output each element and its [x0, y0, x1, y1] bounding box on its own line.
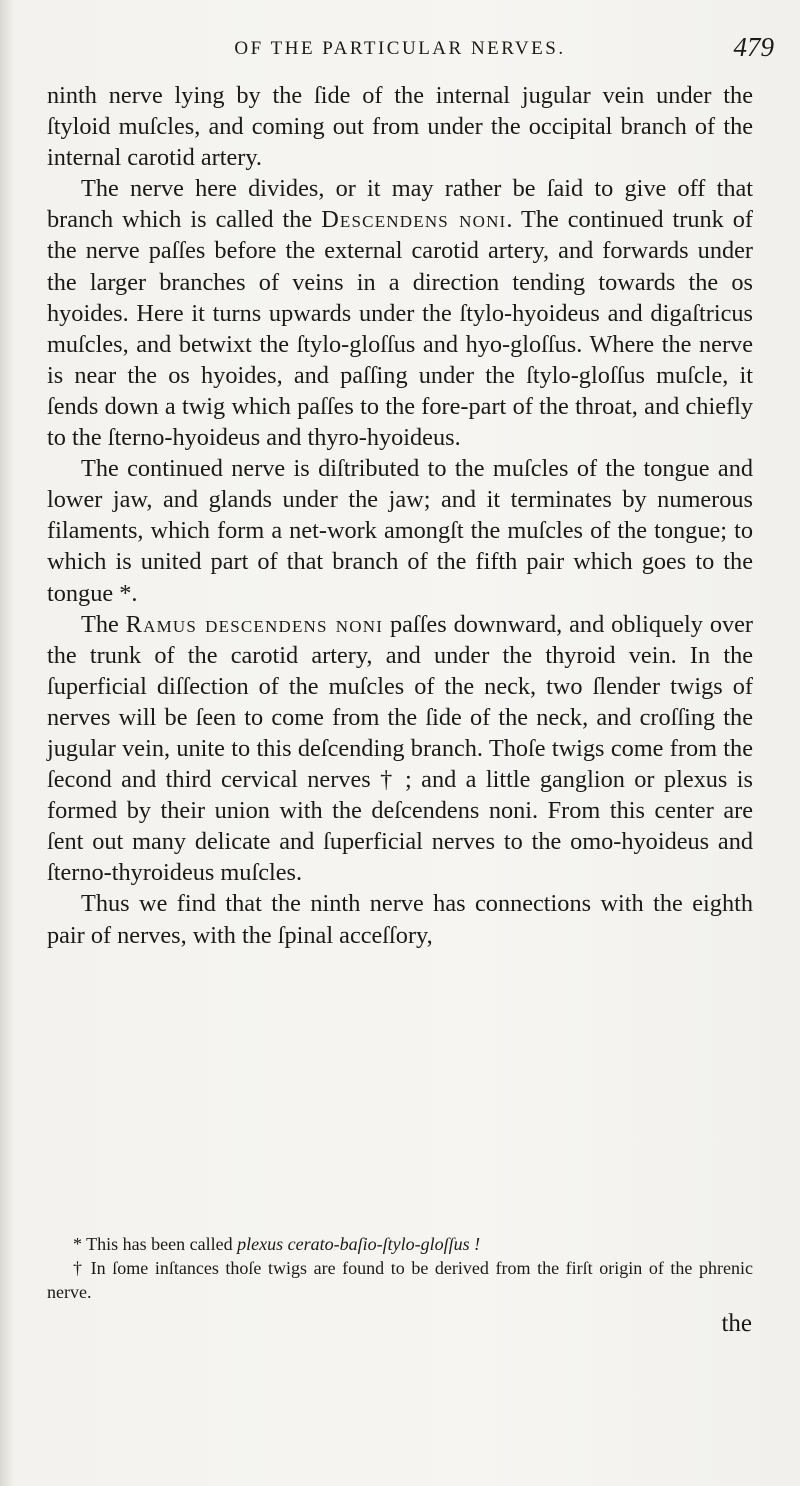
term-descendens-noni: Descendens noni: [321, 206, 507, 234]
page-header: [0, 32, 800, 68]
term-ramus-descendens-noni: Ramus descendens noni: [125, 610, 384, 638]
paragraph-continued: ninth nerve lying by the ſide of the internal jugular vein under the ſtyloid muſcles, and coming out from under the occipital branch of the internal carotid artery.: [47, 82, 753, 172]
paragraph-text: paſſes downward, and obliquely over the trunk of the carotid artery, and under the thyroid vein. In the ſuperficial diſſection of the muſcles of the neck, two ſlender twigs of nerves will be ſeen to come from the ſide of the neck, and croſſing the jugular vein, unite to this deſcending branch. Thoſe twigs come from the ſecond and third cervical nerves † ; and a little ganglion or plexus is formed by their union with the deſcendens noni. From this center are ſent out many delicate and ſuperficial nerves to the omo-hyoideus and ſterno-thyroideus muſcles.: [47, 610, 753, 887]
paragraph-text: The: [81, 610, 126, 638]
footnote-text: * This has been called: [73, 1234, 238, 1254]
footnote-italic-term: plexus cerato-baſio-ſtylo-gloſſus !: [237, 1234, 481, 1254]
footnote-dagger: † In ſome inſtances thoſe twigs are found to be derived from the firſt origin of the phrenic nerve.: [47, 1258, 753, 1302]
paragraph-text: . The continued trunk of the nerve paſſes before the external carotid artery, and forwards under the larger branches of veins in a direction tending towards the os hyoides. Here it turns upwards under the ſtylo-hyoideus and digaſtricus muſcles, and betwixt the ſtylo-gloſſus and hyo-gloſſus. Where the nerve is near the os hyoides, and paſſing under the ſtylo-gloſſus muſcle, it ſends down a twig which paſſes to the fore-part of the throat, and chiefly to the ſterno-hyoideus and thyro-hyoideus.: [47, 206, 754, 452]
running-head: OF THE PARTICULAR NERVES.: [234, 38, 566, 59]
page-number: 479: [733, 32, 774, 62]
footnote-asterisk: [47, 1232, 753, 1256]
footnotes: [47, 1232, 753, 1304]
body-text: [47, 80, 753, 951]
paragraph-ramus-descendens: [47, 609, 753, 889]
paragraph-text: The nerve here divides, or it may rather be ſaid to give off that branch which is called the: [47, 175, 753, 234]
catchword: the: [721, 1310, 752, 1337]
paragraph-descendens-noni: [47, 173, 753, 453]
paragraph-continued-nerve: The continued nerve is diſtributed to the muſcles of the tongue and lower jaw, and glands under the jaw; and it terminates by numerous filaments, which form a net-work amongſt the muſcles of the tongue; to which is united part of that branch of the fifth pair which goes to the tongue *.: [47, 455, 753, 607]
paragraph-connections: Thus we find that the ninth nerve has connections with the eighth pair of nerves, with the ſpinal acceſſory,: [47, 890, 753, 949]
